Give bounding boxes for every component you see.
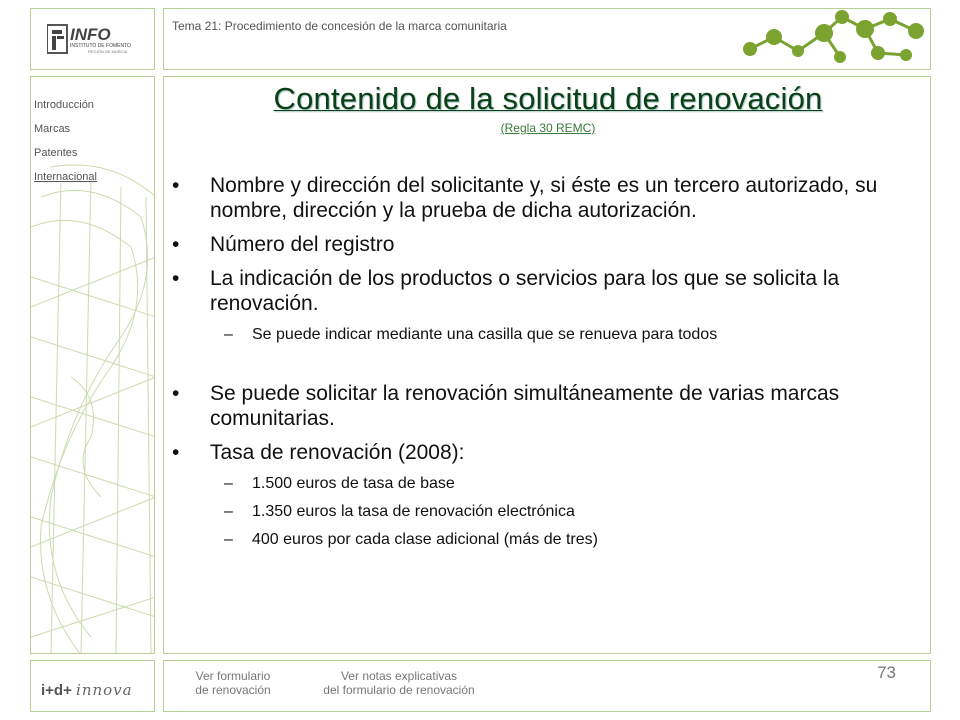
slide-title: Contenido de la solicitud de renovación: [273, 81, 823, 116]
nav-item-marcas[interactable]: Marcas: [34, 123, 71, 135]
molecule-graphic: [730, 9, 930, 69]
dash-marker: –: [224, 475, 233, 492]
slide-subtitle: (Regla 30 REMC): [500, 121, 596, 135]
bullet-item: • Número del registro: [172, 232, 912, 257]
sub-bullet-item: – Se puede indicar mediante una casilla que se renueva para todos: [224, 326, 718, 343]
sub-bullet-item: – 1.350 euros la tasa de renovación electrónica: [224, 503, 575, 520]
sub-bullet-item: – 1.500 euros de tasa de base: [224, 475, 455, 492]
nav-item-introduccion[interactable]: Introducción: [34, 99, 94, 111]
sub-bullet-item: – 400 euros por cada clase adicional (más de tres): [224, 531, 598, 548]
view-form-link[interactable]: Ver formulario de renovación: [195, 669, 271, 697]
footer-panel: [163, 660, 931, 712]
logo-name: INFO: [70, 25, 111, 44]
logo-panel: [30, 8, 155, 70]
nav-item-internacional[interactable]: Internacional: [34, 171, 97, 183]
dash-marker: –: [224, 326, 233, 343]
dash-marker: –: [224, 531, 233, 548]
brand-panel: [30, 660, 155, 712]
logo-tagline: INSTITUTO DE FOMENTO: [70, 43, 131, 49]
nav-list: [34, 93, 97, 189]
bullet-item: • Tasa de renovación (2008):: [172, 440, 912, 465]
bullet-item: • Se puede solicitar la renovación simultáneamente de varias marcas comunitarias.: [172, 381, 912, 431]
nav-item-patentes[interactable]: Patentes: [34, 147, 78, 159]
logo-region: REGIÓN DE MURCIA: [88, 49, 128, 54]
page-number: 73: [877, 663, 896, 682]
header-panel: [163, 8, 931, 70]
nav-panel: [30, 76, 155, 654]
slide-panel: [163, 76, 931, 654]
bullet-item: • La indicación de los productos o servicios para los que se solicita la renovación.: [172, 266, 912, 316]
info-logo: [47, 23, 142, 57]
topic-title: Tema 21: Procedimiento de concesión de la marca comunitaria: [172, 19, 507, 33]
dash-marker: –: [224, 503, 233, 520]
slide-content: [172, 173, 912, 558]
idinnova-logo: i+d+ innova: [41, 681, 133, 699]
bullet-item: • Nombre y dirección del solicitante y, si éste es un tercero autorizado, su nombre, dirección y la prueba de dicha autorización.: [172, 173, 912, 223]
view-notes-link[interactable]: Ver notas explicativas del formulario de renovación: [323, 669, 475, 697]
